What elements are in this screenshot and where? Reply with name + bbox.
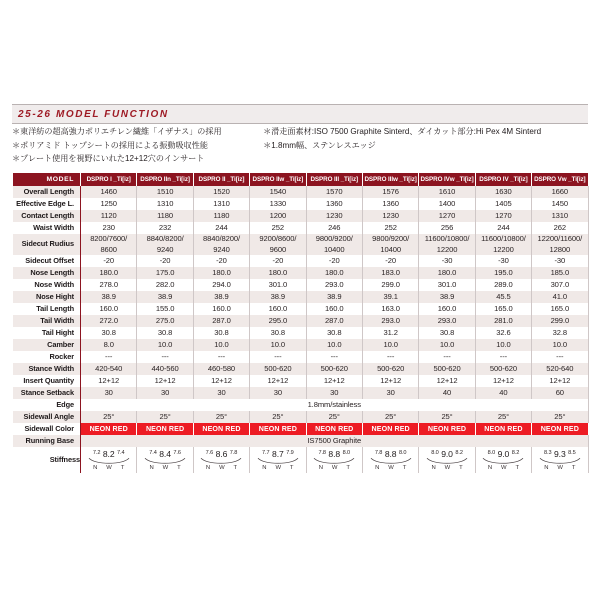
table-cell: 272.0 <box>81 315 137 327</box>
table-cell: 180.0 <box>306 267 362 279</box>
table-cell: 244 <box>193 222 249 234</box>
stiffness-arc-icon <box>370 458 412 465</box>
table-cell: 9200/8600/ 9600 <box>250 234 306 255</box>
table-cell: --- <box>306 351 362 363</box>
table-cell: 12+12 <box>532 375 588 387</box>
table-cell: 1270 <box>419 210 475 222</box>
table-cell: 40 <box>475 387 531 399</box>
table-cell: 180.0 <box>250 267 306 279</box>
table-cell: -20 <box>137 255 193 267</box>
row-label: Effective Edge L. <box>13 198 81 210</box>
table-cell: 11600/10800/ 12200 <box>475 234 531 255</box>
table-cell: 287.0 <box>193 315 249 327</box>
table-cell: 195.0 <box>475 267 531 279</box>
table-cell: 294.0 <box>193 279 249 291</box>
table-row <box>13 423 589 435</box>
table-cell: 175.0 <box>137 267 193 279</box>
table-row <box>13 375 589 387</box>
stiffness-legend-letter: N <box>205 465 211 472</box>
stiffness-legend-letter: W <box>275 465 281 472</box>
stiffness-legend-letter: T <box>177 465 181 472</box>
table-cell: 301.0 <box>250 279 306 291</box>
table-cell: 12+12 <box>362 375 418 387</box>
table-cell: 1180 <box>137 210 193 222</box>
table-cell: 500-620 <box>362 363 418 375</box>
table-cell: 40 <box>419 387 475 399</box>
table-cell: 1570 <box>306 186 362 198</box>
table-cell: 252 <box>362 222 418 234</box>
feature-item: ＊ポリアミド トップシートの採用による振動吸収性能 <box>12 140 208 150</box>
table-cell: 38.9 <box>419 291 475 303</box>
table-cell: 30.8 <box>193 327 249 339</box>
row-label: Running Base <box>13 435 81 447</box>
table-cell: 30 <box>306 387 362 399</box>
table-cell: 1270 <box>475 210 531 222</box>
stiffness-legend-letter: W <box>388 465 394 472</box>
table-cell: NEON RED <box>306 423 362 435</box>
stiffness-legend-letter: W <box>557 465 563 472</box>
stiffness-cell: 7.7 8.7 7.9 N W T <box>250 447 306 473</box>
row-label: Nose Hight <box>13 291 81 303</box>
table-cell: 8840/8200/ 9240 <box>137 234 193 255</box>
row-label: Stance Setback <box>13 387 81 399</box>
table-cell: 246 <box>306 222 362 234</box>
table-cell: 160.0 <box>419 303 475 315</box>
table-cell: 1310 <box>137 198 193 210</box>
table-cell: 262 <box>532 222 588 234</box>
specification-table <box>12 173 589 473</box>
row-label: Sidewall Angle <box>13 411 81 423</box>
column-header-model-8: DSPRO IV _Ti[iz] <box>475 173 531 186</box>
table-cell: --- <box>81 351 137 363</box>
table-cell: 180.0 <box>81 267 137 279</box>
feature-item: ＊プレート使用を視野にいれた12+12穴のインサート <box>12 154 205 163</box>
table-cell: 38.9 <box>250 291 306 303</box>
stiffness-legend-letter: T <box>233 465 238 472</box>
column-header-model: MODEL <box>13 173 81 186</box>
section-title: 25-26 MODEL FUNCTION <box>18 108 169 120</box>
row-label: Waist Width <box>13 222 81 234</box>
row-label: Camber <box>13 339 81 351</box>
table-cell: 12+12 <box>475 375 531 387</box>
stiffness-cell: 8.0 9.0 8.2 N W T <box>475 447 531 473</box>
stiffness-legend-letter: T <box>120 465 125 472</box>
table-row <box>13 222 589 234</box>
table-cell: 183.0 <box>362 267 418 279</box>
column-header-model-5: DSPRO III _Ti[iz] <box>306 173 362 186</box>
table-cell: NEON RED <box>419 423 475 435</box>
table-row <box>13 186 589 198</box>
table-cell: 163.0 <box>362 303 418 315</box>
table-cell: 160.0 <box>193 303 249 315</box>
table-cell: 165.0 <box>475 303 531 315</box>
table-cell: 30 <box>193 387 249 399</box>
table-cell: 307.0 <box>532 279 588 291</box>
table-cell: 30 <box>250 387 306 399</box>
row-label: Edge <box>13 399 81 411</box>
table-cell: 9800/9200/ 10400 <box>362 234 418 255</box>
table-cell: 1510 <box>137 186 193 198</box>
table-row <box>13 210 589 222</box>
stiffness-arc-icon <box>257 458 299 465</box>
table-cell: 1360 <box>306 198 362 210</box>
row-merged-value: IS7500 Graphite <box>81 435 589 447</box>
table-cell: 25° <box>306 411 362 423</box>
table-cell: 32.8 <box>532 327 588 339</box>
column-header-model-3: DSPRO II _Ti[iz] <box>193 173 249 186</box>
table-row <box>13 255 589 267</box>
stiffness-arc-icon <box>200 458 242 465</box>
table-cell: 278.0 <box>81 279 137 291</box>
row-label: Contact Length <box>13 210 81 222</box>
table-cell: 1120 <box>81 210 137 222</box>
table-cell: 1400 <box>419 198 475 210</box>
feature-item: ＊1.8mm幅、ステンレスエッジ <box>263 140 376 150</box>
table-cell: 38.9 <box>306 291 362 303</box>
table-cell: 289.0 <box>475 279 531 291</box>
table-cell: 38.9 <box>137 291 193 303</box>
table-cell: -20 <box>193 255 249 267</box>
table-cell: 12+12 <box>137 375 193 387</box>
table-cell: 32.6 <box>475 327 531 339</box>
table-cell: 281.0 <box>475 315 531 327</box>
table-cell: 1630 <box>475 186 531 198</box>
table-cell: 1540 <box>250 186 306 198</box>
stiffness-legend-letter: W <box>162 465 169 472</box>
stiffness-legend-letter: W <box>501 465 507 472</box>
table-cell: 180.0 <box>419 267 475 279</box>
table-row <box>13 399 589 411</box>
table-cell: 460-580 <box>193 363 249 375</box>
table-row <box>13 327 589 339</box>
table-row <box>13 363 589 375</box>
table-cell: 60 <box>532 387 588 399</box>
table-cell: 1520 <box>193 186 249 198</box>
table-cell: 25° <box>137 411 193 423</box>
table-cell: 39.1 <box>362 291 418 303</box>
table-cell: 301.0 <box>419 279 475 291</box>
stiffness-cell: 8.0 9.0 8.2 N W T <box>419 447 475 473</box>
stiffness-arc-icon <box>144 458 186 465</box>
table-cell: 230 <box>81 222 137 234</box>
table-row <box>13 234 589 255</box>
table-cell: 10.0 <box>475 339 531 351</box>
table-cell: 1576 <box>362 186 418 198</box>
table-cell: 12200/11600/ 12800 <box>532 234 588 255</box>
table-cell: NEON RED <box>193 423 249 435</box>
table-cell: 10.0 <box>532 339 588 351</box>
table-cell: -20 <box>250 255 306 267</box>
row-label: Overall Length <box>13 186 81 198</box>
table-cell: -30 <box>532 255 588 267</box>
table-cell: 30 <box>81 387 137 399</box>
stiffness-legend-letter: T <box>571 465 576 472</box>
stiffness-legend-letter: N <box>262 465 267 472</box>
column-header-model-2: DSPRO IIn _Ti[iz] <box>137 173 193 186</box>
table-header-row <box>13 173 589 186</box>
row-label: Tail Width <box>13 315 81 327</box>
stiffness-cell: 7.2 8.2 7.4 N W T <box>81 447 137 473</box>
table-cell: --- <box>193 351 249 363</box>
table-cell: 282.0 <box>137 279 193 291</box>
stiffness-legend-letter: T <box>402 465 407 472</box>
table-cell: 1180 <box>193 210 249 222</box>
stiffness-legend-letter: T <box>515 465 519 472</box>
stiffness-arc-icon <box>539 458 581 465</box>
column-header-model-4: DSPRO IIw _Ti[iz] <box>250 173 306 186</box>
table-cell: 10.0 <box>362 339 418 351</box>
table-cell: 25° <box>81 411 137 423</box>
table-cell: 160.0 <box>250 303 306 315</box>
feature-item: ＊東洋紡の超高強力ポリエチレン繊維「イザナス」の採用 <box>12 127 222 136</box>
table-cell: 160.0 <box>81 303 137 315</box>
stiffness-legend-letter: N <box>544 465 549 472</box>
row-label: Tail Hight <box>13 327 81 339</box>
column-header-model-9: DSPRO Vw _Ti[iz] <box>532 173 588 186</box>
stiffness-legend-letter: N <box>318 465 323 472</box>
table-cell: 155.0 <box>137 303 193 315</box>
table-row <box>13 315 589 327</box>
table-cell: 1310 <box>193 198 249 210</box>
table-cell: 25° <box>419 411 475 423</box>
table-cell: 30.8 <box>81 327 137 339</box>
table-cell: 500-620 <box>419 363 475 375</box>
table-cell: 38.9 <box>81 291 137 303</box>
table-cell: 1250 <box>81 198 137 210</box>
stiffness-legend-letter: T <box>346 465 350 472</box>
row-label: Stance Width <box>13 363 81 375</box>
table-cell: 293.0 <box>419 315 475 327</box>
table-cell: 12+12 <box>419 375 475 387</box>
row-label: Insert Quantity <box>13 375 81 387</box>
stiffness-cell: 8.3 9.3 8.5 N W T <box>532 447 588 473</box>
column-header-model-1: DSPRO I _Ti[iz] <box>81 173 137 186</box>
table-cell: 10.0 <box>306 339 362 351</box>
stiffness-legend-letter: T <box>459 465 463 472</box>
stiffness-legend-letter: W <box>444 465 451 472</box>
table-cell: 1450 <box>532 198 588 210</box>
table-cell: -20 <box>306 255 362 267</box>
table-row <box>13 198 589 210</box>
table-cell: -30 <box>419 255 475 267</box>
table-row <box>13 279 589 291</box>
table-cell: 165.0 <box>532 303 588 315</box>
table-cell: 232 <box>137 222 193 234</box>
stiffness-legend-letter: W <box>106 465 112 472</box>
table-cell: 9800/9200/ 10400 <box>306 234 362 255</box>
table-cell: NEON RED <box>362 423 418 435</box>
table-cell: 1660 <box>532 186 588 198</box>
table-cell: 1310 <box>532 210 588 222</box>
table-cell: --- <box>475 351 531 363</box>
table-cell: 180.0 <box>193 267 249 279</box>
stiffness-arc-icon <box>482 458 524 465</box>
table-cell: 299.0 <box>362 279 418 291</box>
table-cell: 1610 <box>419 186 475 198</box>
table-cell: NEON RED <box>475 423 531 435</box>
stiffness-cell: 7.6 8.6 7.8 N W T <box>193 447 249 473</box>
table-cell: 41.0 <box>532 291 588 303</box>
table-cell: 8840/8200/ 9240 <box>193 234 249 255</box>
stiffness-legend-letter: N <box>431 465 436 472</box>
stiffness-arc-icon <box>426 458 468 465</box>
table-cell: 31.2 <box>362 327 418 339</box>
table-row <box>13 411 589 423</box>
table-cell: 10.0 <box>250 339 306 351</box>
table-cell: -30 <box>475 255 531 267</box>
table-cell: 293.0 <box>362 315 418 327</box>
table-cell: 299.0 <box>532 315 588 327</box>
table-cell: 520-640 <box>532 363 588 375</box>
table-cell: --- <box>532 351 588 363</box>
table-cell: -20 <box>81 255 137 267</box>
feature-list <box>12 126 592 166</box>
stiffness-legend-letter: T <box>289 465 294 472</box>
row-label: Sidecut Offset <box>13 255 81 267</box>
stiffness-legend-letter: N <box>93 465 98 472</box>
table-row <box>13 435 589 447</box>
row-merged-value: 1.8mm/stainless <box>81 399 589 411</box>
table-cell: 11600/10800/ 12200 <box>419 234 475 255</box>
table-cell: 1230 <box>362 210 418 222</box>
table-row <box>13 387 589 399</box>
table-cell: NEON RED <box>137 423 193 435</box>
feature-column-left <box>12 126 263 166</box>
table-cell: 287.0 <box>306 315 362 327</box>
table-cell: 500-620 <box>475 363 531 375</box>
section-title-bar <box>12 104 588 124</box>
table-cell: 25° <box>193 411 249 423</box>
table-cell: 275.0 <box>137 315 193 327</box>
table-cell: 12+12 <box>250 375 306 387</box>
row-label: Nose Length <box>13 267 81 279</box>
table-cell: 8.0 <box>81 339 137 351</box>
table-cell: 1460 <box>81 186 137 198</box>
table-cell: 10.0 <box>419 339 475 351</box>
stiffness-cell: 7.8 8.8 8.0 N W T <box>362 447 418 473</box>
table-cell: 30.8 <box>137 327 193 339</box>
table-row <box>13 267 589 279</box>
table-row <box>13 303 589 315</box>
table-cell: NEON RED <box>532 423 588 435</box>
feature-column-right <box>263 126 592 166</box>
table-cell: 1330 <box>250 198 306 210</box>
row-label: Tail Length <box>13 303 81 315</box>
table-head <box>13 173 589 186</box>
stiffness-cell: 7.8 8.8 8.0 N W T <box>306 447 362 473</box>
table-cell: --- <box>250 351 306 363</box>
table-cell: --- <box>137 351 193 363</box>
stiffness-legend-letter: W <box>331 465 338 472</box>
table-cell: 10.0 <box>137 339 193 351</box>
table-body <box>13 186 589 473</box>
stiffness-legend-letter: N <box>149 465 154 472</box>
table-cell: 38.9 <box>193 291 249 303</box>
table-cell: 500-620 <box>306 363 362 375</box>
table-cell: 1230 <box>306 210 362 222</box>
table-cell: 500-620 <box>250 363 306 375</box>
table-cell: 25° <box>250 411 306 423</box>
feature-item: ＊滑走面素材:ISO 7500 Graphite Sinterd、ダイカット部分:Hi Pex 4M Sinterd <box>263 127 542 136</box>
table-cell: --- <box>419 351 475 363</box>
table-cell: 12+12 <box>193 375 249 387</box>
table-cell: 30.8 <box>419 327 475 339</box>
table-cell: 256 <box>419 222 475 234</box>
row-label: Rocker <box>13 351 81 363</box>
table-cell: 244 <box>475 222 531 234</box>
table-cell: -20 <box>362 255 418 267</box>
column-header-model-6: DSPRO IIIw _Ti[iz] <box>362 173 418 186</box>
table-cell: 252 <box>250 222 306 234</box>
stiffness-legend-letter: N <box>487 465 493 472</box>
table-row <box>13 291 589 303</box>
table-cell: 25° <box>475 411 531 423</box>
table-cell: 1200 <box>250 210 306 222</box>
table-row <box>13 339 589 351</box>
stiffness-arc-icon <box>313 458 355 465</box>
table-cell: 293.0 <box>306 279 362 291</box>
row-label: Sidewall Color <box>13 423 81 435</box>
table-cell: 8200/7600/ 8600 <box>81 234 137 255</box>
stiffness-legend-letter: W <box>219 465 225 472</box>
stiffness-legend-letter: N <box>375 465 380 472</box>
table-cell: 30 <box>137 387 193 399</box>
table-cell: 420-540 <box>81 363 137 375</box>
table-cell: 1405 <box>475 198 531 210</box>
table-cell: 440-560 <box>137 363 193 375</box>
table-cell: NEON RED <box>250 423 306 435</box>
row-label: Sidecut Rudius <box>13 234 81 255</box>
table-cell: 30 <box>362 387 418 399</box>
table-cell: NEON RED <box>81 423 137 435</box>
table-cell: 25° <box>362 411 418 423</box>
table-cell: 1360 <box>362 198 418 210</box>
stiffness-cell: 7.4 8.4 7.6 N W T <box>137 447 193 473</box>
table-cell: 185.0 <box>532 267 588 279</box>
column-header-model-7: DSPRO IVw _Ti[iz] <box>419 173 475 186</box>
row-label: Nose Width <box>13 279 81 291</box>
table-row <box>13 351 589 363</box>
table-cell: 10.0 <box>193 339 249 351</box>
table-cell: 30.8 <box>306 327 362 339</box>
table-row <box>13 447 589 473</box>
table-cell: 25° <box>532 411 588 423</box>
table-cell: 45.5 <box>475 291 531 303</box>
table-cell: 295.0 <box>250 315 306 327</box>
stiffness-arc-icon <box>88 458 130 465</box>
table-cell: 12+12 <box>81 375 137 387</box>
table-cell: 30.8 <box>250 327 306 339</box>
row-label: Stiffness <box>13 447 81 473</box>
table-cell: 12+12 <box>306 375 362 387</box>
table-cell: 160.0 <box>306 303 362 315</box>
table-cell: --- <box>362 351 418 363</box>
